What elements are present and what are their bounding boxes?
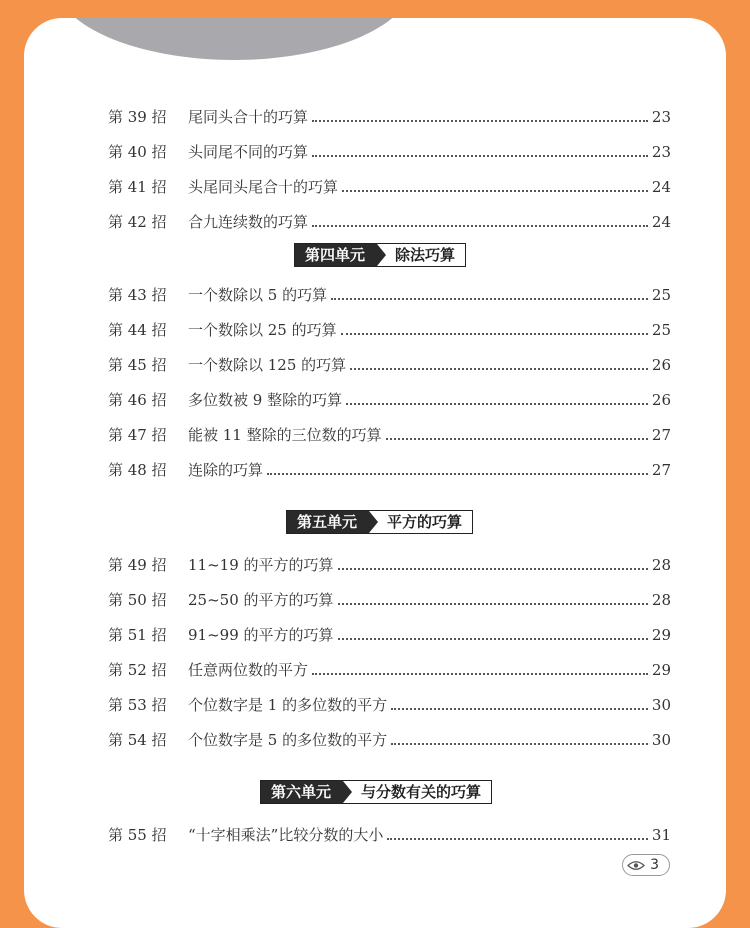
eye-icon bbox=[627, 860, 645, 871]
entry-page: 28 bbox=[651, 556, 671, 574]
entry-title: 连除的巧算 bbox=[188, 461, 264, 479]
toc-entry[interactable] bbox=[108, 105, 671, 129]
entry-title: 头尾同头尾合十的巧算 bbox=[188, 178, 339, 196]
entry-title: 尾同头合十的巧算 bbox=[188, 108, 309, 126]
dot-leader bbox=[386, 424, 648, 440]
page-number-badge bbox=[622, 854, 670, 876]
toc-entry[interactable] bbox=[108, 588, 671, 612]
entry-page: 27 bbox=[651, 461, 671, 479]
entry-title: 头同尾不同的巧算 bbox=[188, 143, 309, 161]
entry-number: 第 52 招 bbox=[108, 661, 167, 679]
unit-header-6[interactable] bbox=[260, 780, 492, 804]
entry-page: 27 bbox=[651, 426, 671, 444]
unit-label: 第六单元 bbox=[261, 781, 343, 803]
entry-title: 合九连续数的巧算 bbox=[188, 213, 309, 231]
entry-page: 30 bbox=[651, 696, 671, 714]
entry-page: 25 bbox=[651, 286, 671, 304]
dot-leader bbox=[346, 389, 648, 405]
unit-label: 第四单元 bbox=[295, 244, 377, 266]
entry-title: 一个数除以 5 的巧算 bbox=[188, 286, 328, 304]
toc-entry[interactable] bbox=[108, 693, 671, 717]
dot-leader bbox=[350, 354, 648, 370]
entry-title: “十字相乘法”比较分数的大小 bbox=[188, 826, 384, 844]
unit-header-4[interactable] bbox=[294, 243, 466, 267]
toc-entry[interactable] bbox=[108, 175, 671, 199]
entry-page: 28 bbox=[651, 591, 671, 609]
entry-number: 第 44 招 bbox=[108, 321, 167, 339]
toc-entry[interactable] bbox=[108, 823, 671, 847]
toc-entry[interactable] bbox=[108, 423, 671, 447]
entry-page: 26 bbox=[651, 391, 671, 409]
entry-title: 多位数被 9 整除的巧算 bbox=[188, 391, 343, 409]
toc-entry[interactable] bbox=[108, 318, 671, 342]
unit-name: 除法巧算 bbox=[377, 244, 465, 266]
dot-leader bbox=[338, 589, 648, 605]
entry-number: 第 53 招 bbox=[108, 696, 167, 714]
entry-number: 第 40 招 bbox=[108, 143, 167, 161]
dot-leader bbox=[391, 729, 648, 745]
entry-number: 第 46 招 bbox=[108, 391, 167, 409]
entry-number: 第 49 招 bbox=[108, 556, 167, 574]
toc-entry[interactable] bbox=[108, 553, 671, 577]
dot-leader bbox=[341, 319, 648, 335]
entry-title: 一个数除以 25 的巧算 bbox=[188, 321, 337, 339]
dot-leader bbox=[387, 824, 648, 840]
unit-label: 第五单元 bbox=[287, 511, 369, 533]
entry-title: 能被 11 整除的三位数的巧算 bbox=[188, 426, 382, 444]
dot-leader bbox=[338, 554, 648, 570]
entry-title: 一个数除以 125 的巧算 bbox=[188, 356, 347, 374]
unit-header-5[interactable] bbox=[286, 510, 473, 534]
dot-leader bbox=[312, 211, 648, 227]
entry-page: 25 bbox=[651, 321, 671, 339]
entry-page: 23 bbox=[651, 108, 671, 126]
toc-entry[interactable] bbox=[108, 388, 671, 412]
toc-entry[interactable] bbox=[108, 210, 671, 234]
entry-number: 第 41 招 bbox=[108, 178, 167, 196]
book-page bbox=[24, 18, 726, 928]
dot-leader bbox=[338, 624, 648, 640]
entry-page: 30 bbox=[651, 731, 671, 749]
toc-entry[interactable] bbox=[108, 458, 671, 482]
dot-leader bbox=[312, 141, 648, 157]
dot-leader bbox=[331, 284, 648, 300]
toc-entry[interactable] bbox=[108, 728, 671, 752]
entry-number: 第 48 招 bbox=[108, 461, 167, 479]
toc-entry[interactable] bbox=[108, 283, 671, 307]
entry-page: 26 bbox=[651, 356, 671, 374]
dot-leader bbox=[267, 459, 648, 475]
entry-number: 第 51 招 bbox=[108, 626, 167, 644]
entry-number: 第 42 招 bbox=[108, 213, 167, 231]
dot-leader bbox=[391, 694, 648, 710]
unit-name: 与分数有关的巧算 bbox=[343, 781, 491, 803]
toc-entry[interactable] bbox=[108, 140, 671, 164]
entry-number: 第 39 招 bbox=[108, 108, 167, 126]
entry-number: 第 47 招 bbox=[108, 426, 167, 444]
toc-entry[interactable] bbox=[108, 623, 671, 647]
entry-title: 91~99 的平方的巧算 bbox=[188, 626, 334, 644]
dot-leader bbox=[312, 106, 648, 122]
entry-page: 24 bbox=[651, 178, 671, 196]
entry-number: 第 50 招 bbox=[108, 591, 167, 609]
toc-entry[interactable] bbox=[108, 353, 671, 377]
entry-number: 第 45 招 bbox=[108, 356, 167, 374]
entry-number: 第 55 招 bbox=[108, 826, 167, 844]
page-number: 3 bbox=[650, 857, 659, 873]
entry-title: 个位数字是 5 的多位数的平方 bbox=[188, 731, 388, 749]
dot-leader bbox=[342, 176, 648, 192]
unit-name: 平方的巧算 bbox=[369, 511, 472, 533]
entry-page: 29 bbox=[651, 626, 671, 644]
entry-number: 第 43 招 bbox=[108, 286, 167, 304]
entry-title: 11~19 的平方的巧算 bbox=[188, 556, 334, 574]
entry-page: 23 bbox=[651, 143, 671, 161]
entry-title: 任意两位数的平方 bbox=[188, 661, 309, 679]
entry-title: 个位数字是 1 的多位数的平方 bbox=[188, 696, 388, 714]
entry-page: 29 bbox=[651, 661, 671, 679]
entry-number: 第 54 招 bbox=[108, 731, 167, 749]
toc-entry[interactable] bbox=[108, 658, 671, 682]
entry-page: 24 bbox=[651, 213, 671, 231]
entry-title: 25~50 的平方的巧算 bbox=[188, 591, 334, 609]
entry-page: 31 bbox=[651, 826, 671, 844]
decorative-arc bbox=[54, 18, 414, 60]
dot-leader bbox=[312, 659, 648, 675]
